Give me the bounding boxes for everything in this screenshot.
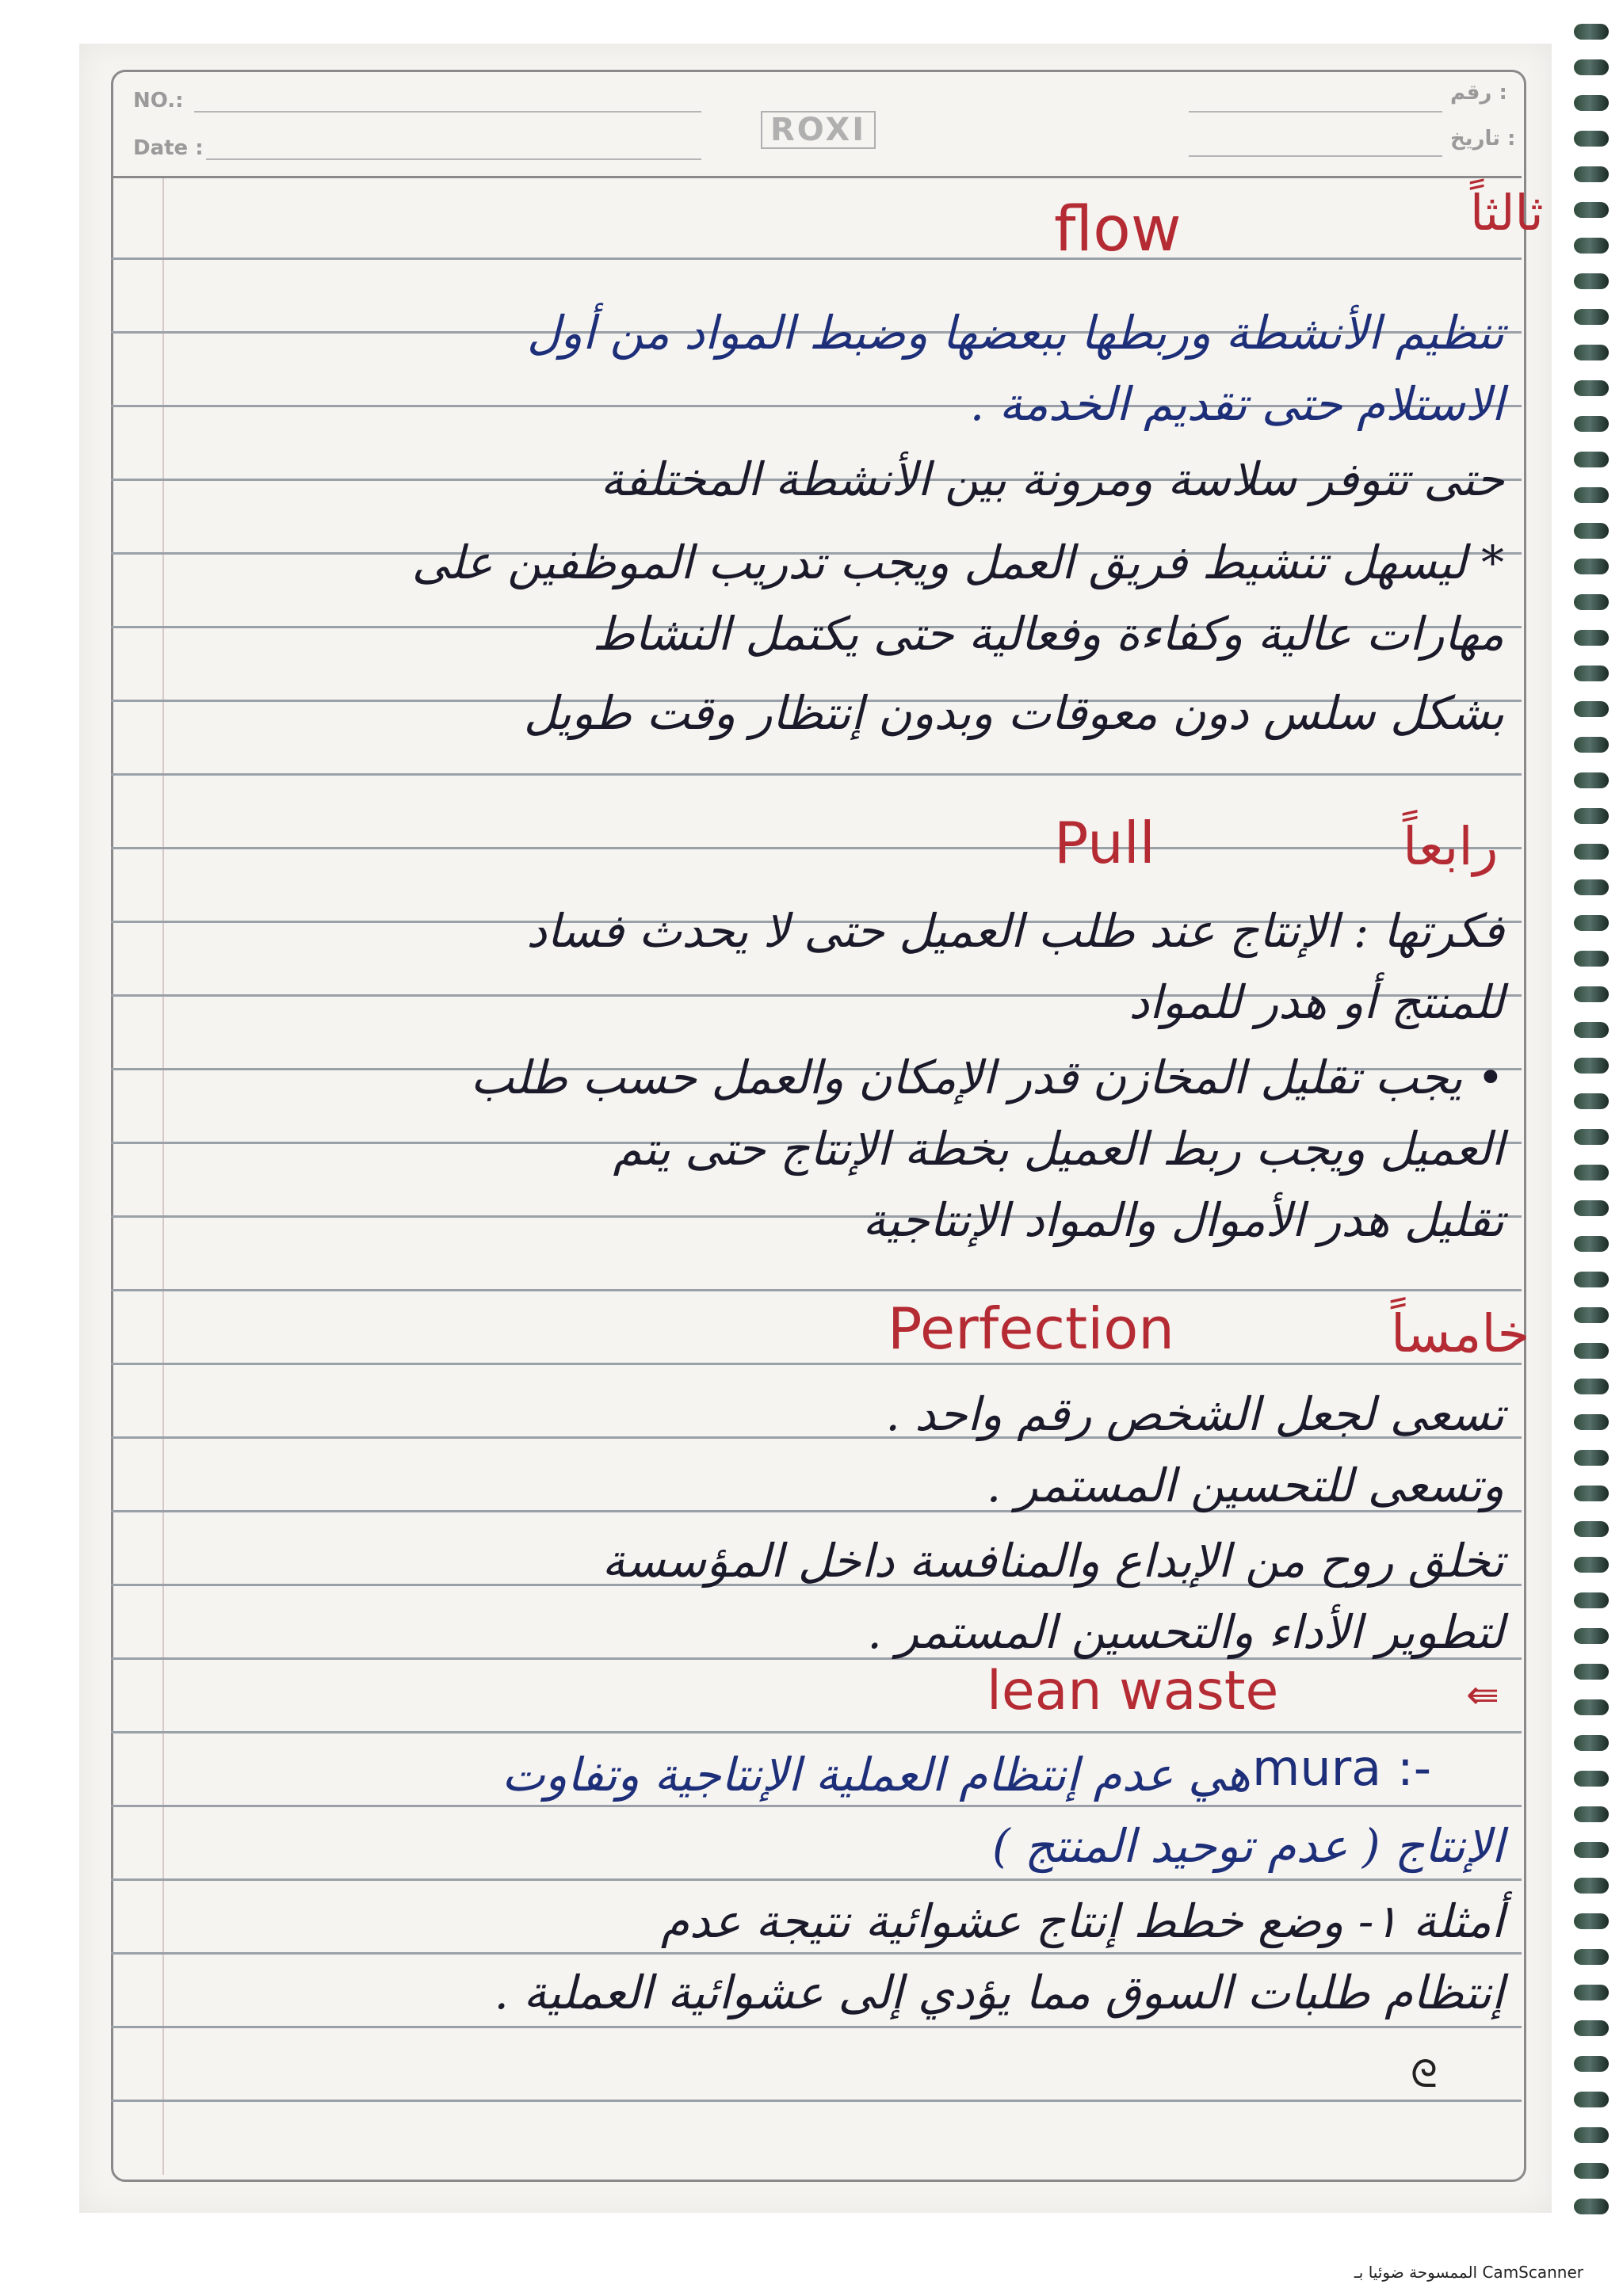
ruled-line bbox=[111, 847, 1522, 849]
spiral-ring bbox=[1574, 1771, 1609, 1787]
section-fourth-label: رابعاً bbox=[1403, 816, 1499, 877]
spiral-ring bbox=[1574, 1664, 1609, 1680]
spiral-ring bbox=[1574, 2199, 1609, 2214]
spiral-ring bbox=[1574, 1200, 1609, 1216]
spiral-ring bbox=[1574, 701, 1609, 717]
spiral-ring bbox=[1574, 238, 1609, 254]
waste-line-3: أمثلة ١- وضع خطط إنتاج عشوائية نتيجة عدم bbox=[660, 1894, 1504, 1948]
spiral-ring bbox=[1574, 1165, 1609, 1180]
spiral-ring bbox=[1574, 594, 1609, 610]
spiral-ring bbox=[1574, 1842, 1609, 1858]
ruled-line bbox=[111, 773, 1522, 776]
spiral-ring bbox=[1574, 1272, 1609, 1287]
spiral-ring bbox=[1574, 1628, 1609, 1644]
spiral-ring bbox=[1574, 2163, 1609, 2179]
third-line-1: تنظيم الأنشطة وربطها ببعضها وضبط المواد من أول bbox=[526, 306, 1504, 360]
spiral-ring bbox=[1574, 879, 1609, 895]
spiral-ring bbox=[1574, 452, 1609, 467]
spiral-ring bbox=[1574, 2127, 1609, 2143]
spiral-ring bbox=[1574, 915, 1609, 931]
spiral-ring bbox=[1574, 1557, 1609, 1573]
spiral-ring bbox=[1574, 380, 1609, 396]
spiral-ring bbox=[1574, 1093, 1609, 1109]
spiral-binding bbox=[1561, 0, 1623, 2296]
spiral-ring bbox=[1574, 523, 1609, 539]
spiral-ring bbox=[1574, 1699, 1609, 1715]
fifth-line-4: لتطوير الأداء والتحسين المستمر . bbox=[867, 1605, 1504, 1659]
section-fourth-title: Pull bbox=[1054, 810, 1155, 876]
section-third-label: ثالثاً bbox=[1470, 184, 1544, 242]
spiral-ring bbox=[1574, 772, 1609, 788]
scanner-watermark: الممسوحة ضوئيا بـ CamScanner bbox=[1354, 2263, 1583, 2282]
no-label: NO.: bbox=[133, 89, 184, 113]
spiral-ring bbox=[1574, 95, 1609, 111]
spiral-ring bbox=[1574, 1022, 1609, 1038]
spiral-ring bbox=[1574, 1735, 1609, 1751]
spiral-ring bbox=[1574, 559, 1609, 574]
section-third-title: flow bbox=[1054, 194, 1182, 265]
spiral-ring bbox=[1574, 309, 1609, 325]
spiral-ring bbox=[1574, 487, 1609, 503]
spiral-ring bbox=[1574, 2056, 1609, 2072]
date-label-ar: تاريخ : bbox=[1450, 127, 1516, 151]
spiral-ring bbox=[1574, 345, 1609, 360]
spiral-ring bbox=[1574, 844, 1609, 860]
spiral-ring bbox=[1574, 986, 1609, 1002]
spiral-ring bbox=[1574, 202, 1609, 218]
date-label: Date : bbox=[133, 136, 204, 160]
third-line-5: مهارات عالية وكفاءة وفعالية حتى يكتمل النشاط bbox=[592, 607, 1504, 661]
ruled-line bbox=[111, 2026, 1522, 2028]
lean-waste-title: lean waste bbox=[987, 1660, 1279, 1722]
spiral-ring bbox=[1574, 1236, 1609, 1252]
spiral-ring bbox=[1574, 1486, 1609, 1501]
waste-line-4: إنتظام طلبات السوق مما يؤدي إلى عشوائية العملية . bbox=[494, 1966, 1504, 2019]
ruled-line bbox=[111, 1289, 1522, 1291]
spiral-ring bbox=[1574, 273, 1609, 289]
spiral-ring bbox=[1574, 666, 1609, 681]
fourth-line-5: تقليل هدر الأموال والمواد الإنتاجية bbox=[862, 1193, 1504, 1247]
no-line-ar bbox=[1189, 111, 1442, 113]
section-fifth-label: خامساً bbox=[1391, 1303, 1530, 1364]
third-line-6: بشكل سلس دون معوقات وبدون إنتظار وقت طويل bbox=[523, 686, 1504, 740]
ruled-line bbox=[111, 1363, 1522, 1365]
spiral-ring bbox=[1574, 1307, 1609, 1323]
ruled-line bbox=[111, 257, 1522, 260]
date-line-ar bbox=[1189, 155, 1442, 157]
mura-label: mura :- bbox=[1252, 1739, 1432, 1797]
ruled-line bbox=[111, 1878, 1522, 1881]
spiral-ring bbox=[1574, 1129, 1609, 1145]
spiral-ring bbox=[1574, 59, 1609, 75]
waste-line-2: الإنتاج ( عدم توحيد المنتج ) bbox=[991, 1819, 1504, 1873]
ruled-line bbox=[111, 1731, 1522, 1733]
spiral-ring bbox=[1574, 2020, 1609, 2036]
third-line-2: الاستلام حتى تقديم الخدمة . bbox=[969, 377, 1504, 431]
third-line-3: حتى تتوفر سلاسة ومرونة بين الأنشطة المختلفة bbox=[600, 452, 1504, 506]
continue-mark: ᘓ bbox=[1411, 2052, 1438, 2096]
spiral-ring bbox=[1574, 737, 1609, 753]
arrow-icon: ⇚ bbox=[1466, 1672, 1499, 1718]
fourth-line-4: العميل ويجب ربط العميل بخطة الإنتاج حتى يتم bbox=[613, 1122, 1504, 1176]
spiral-ring bbox=[1574, 1985, 1609, 2000]
section-fifth-title: Perfection bbox=[888, 1295, 1174, 1362]
waste-line-1: هي عدم إنتظام العملية الإنتاجية وتفاوت bbox=[502, 1748, 1251, 1802]
spiral-ring bbox=[1574, 951, 1609, 967]
spiral-ring bbox=[1574, 1414, 1609, 1430]
fifth-line-3: تخلق روح من الإبداع والمنافسة داخل المؤسسة bbox=[601, 1534, 1504, 1588]
spiral-ring bbox=[1574, 2092, 1609, 2107]
fifth-line-2: وتسعى للتحسين المستمر . bbox=[986, 1459, 1504, 1512]
spiral-ring bbox=[1574, 630, 1609, 646]
spiral-ring bbox=[1574, 131, 1609, 147]
spiral-ring bbox=[1574, 1592, 1609, 1608]
spiral-ring bbox=[1574, 416, 1609, 432]
spiral-ring bbox=[1574, 1379, 1609, 1394]
spiral-ring bbox=[1574, 808, 1609, 824]
spiral-ring bbox=[1574, 1806, 1609, 1822]
header-separator bbox=[111, 176, 1522, 178]
fourth-line-3: • يجب تقليل المخازن قدر الإمكان والعمل حسب طلب bbox=[470, 1051, 1504, 1104]
spiral-ring bbox=[1574, 1058, 1609, 1074]
spiral-ring bbox=[1574, 1913, 1609, 1929]
third-line-4: * ليسهل تنشيط فريق العمل ويجب تدريب الموظفين على bbox=[411, 536, 1504, 589]
spiral-ring bbox=[1574, 1878, 1609, 1894]
spiral-ring bbox=[1574, 24, 1609, 40]
spiral-ring bbox=[1574, 1343, 1609, 1359]
fifth-line-1: تسعى لجعل الشخص رقم واحد . bbox=[885, 1387, 1504, 1441]
no-label-ar: رقم : bbox=[1450, 81, 1507, 105]
spiral-ring bbox=[1574, 1450, 1609, 1466]
spiral-ring bbox=[1574, 1949, 1609, 1965]
spiral-ring bbox=[1574, 1521, 1609, 1537]
no-line bbox=[194, 111, 701, 113]
brand-logo: ROXI bbox=[761, 111, 876, 149]
fourth-line-1: فكرتها : الإنتاج عند طلب العميل حتى لا يحدث فساد bbox=[526, 904, 1504, 958]
spiral-ring bbox=[1574, 166, 1609, 182]
fourth-line-2: للمنتج أو هدر للمواد bbox=[1128, 975, 1504, 1029]
ruled-line bbox=[111, 2100, 1522, 2102]
date-line bbox=[206, 158, 701, 160]
